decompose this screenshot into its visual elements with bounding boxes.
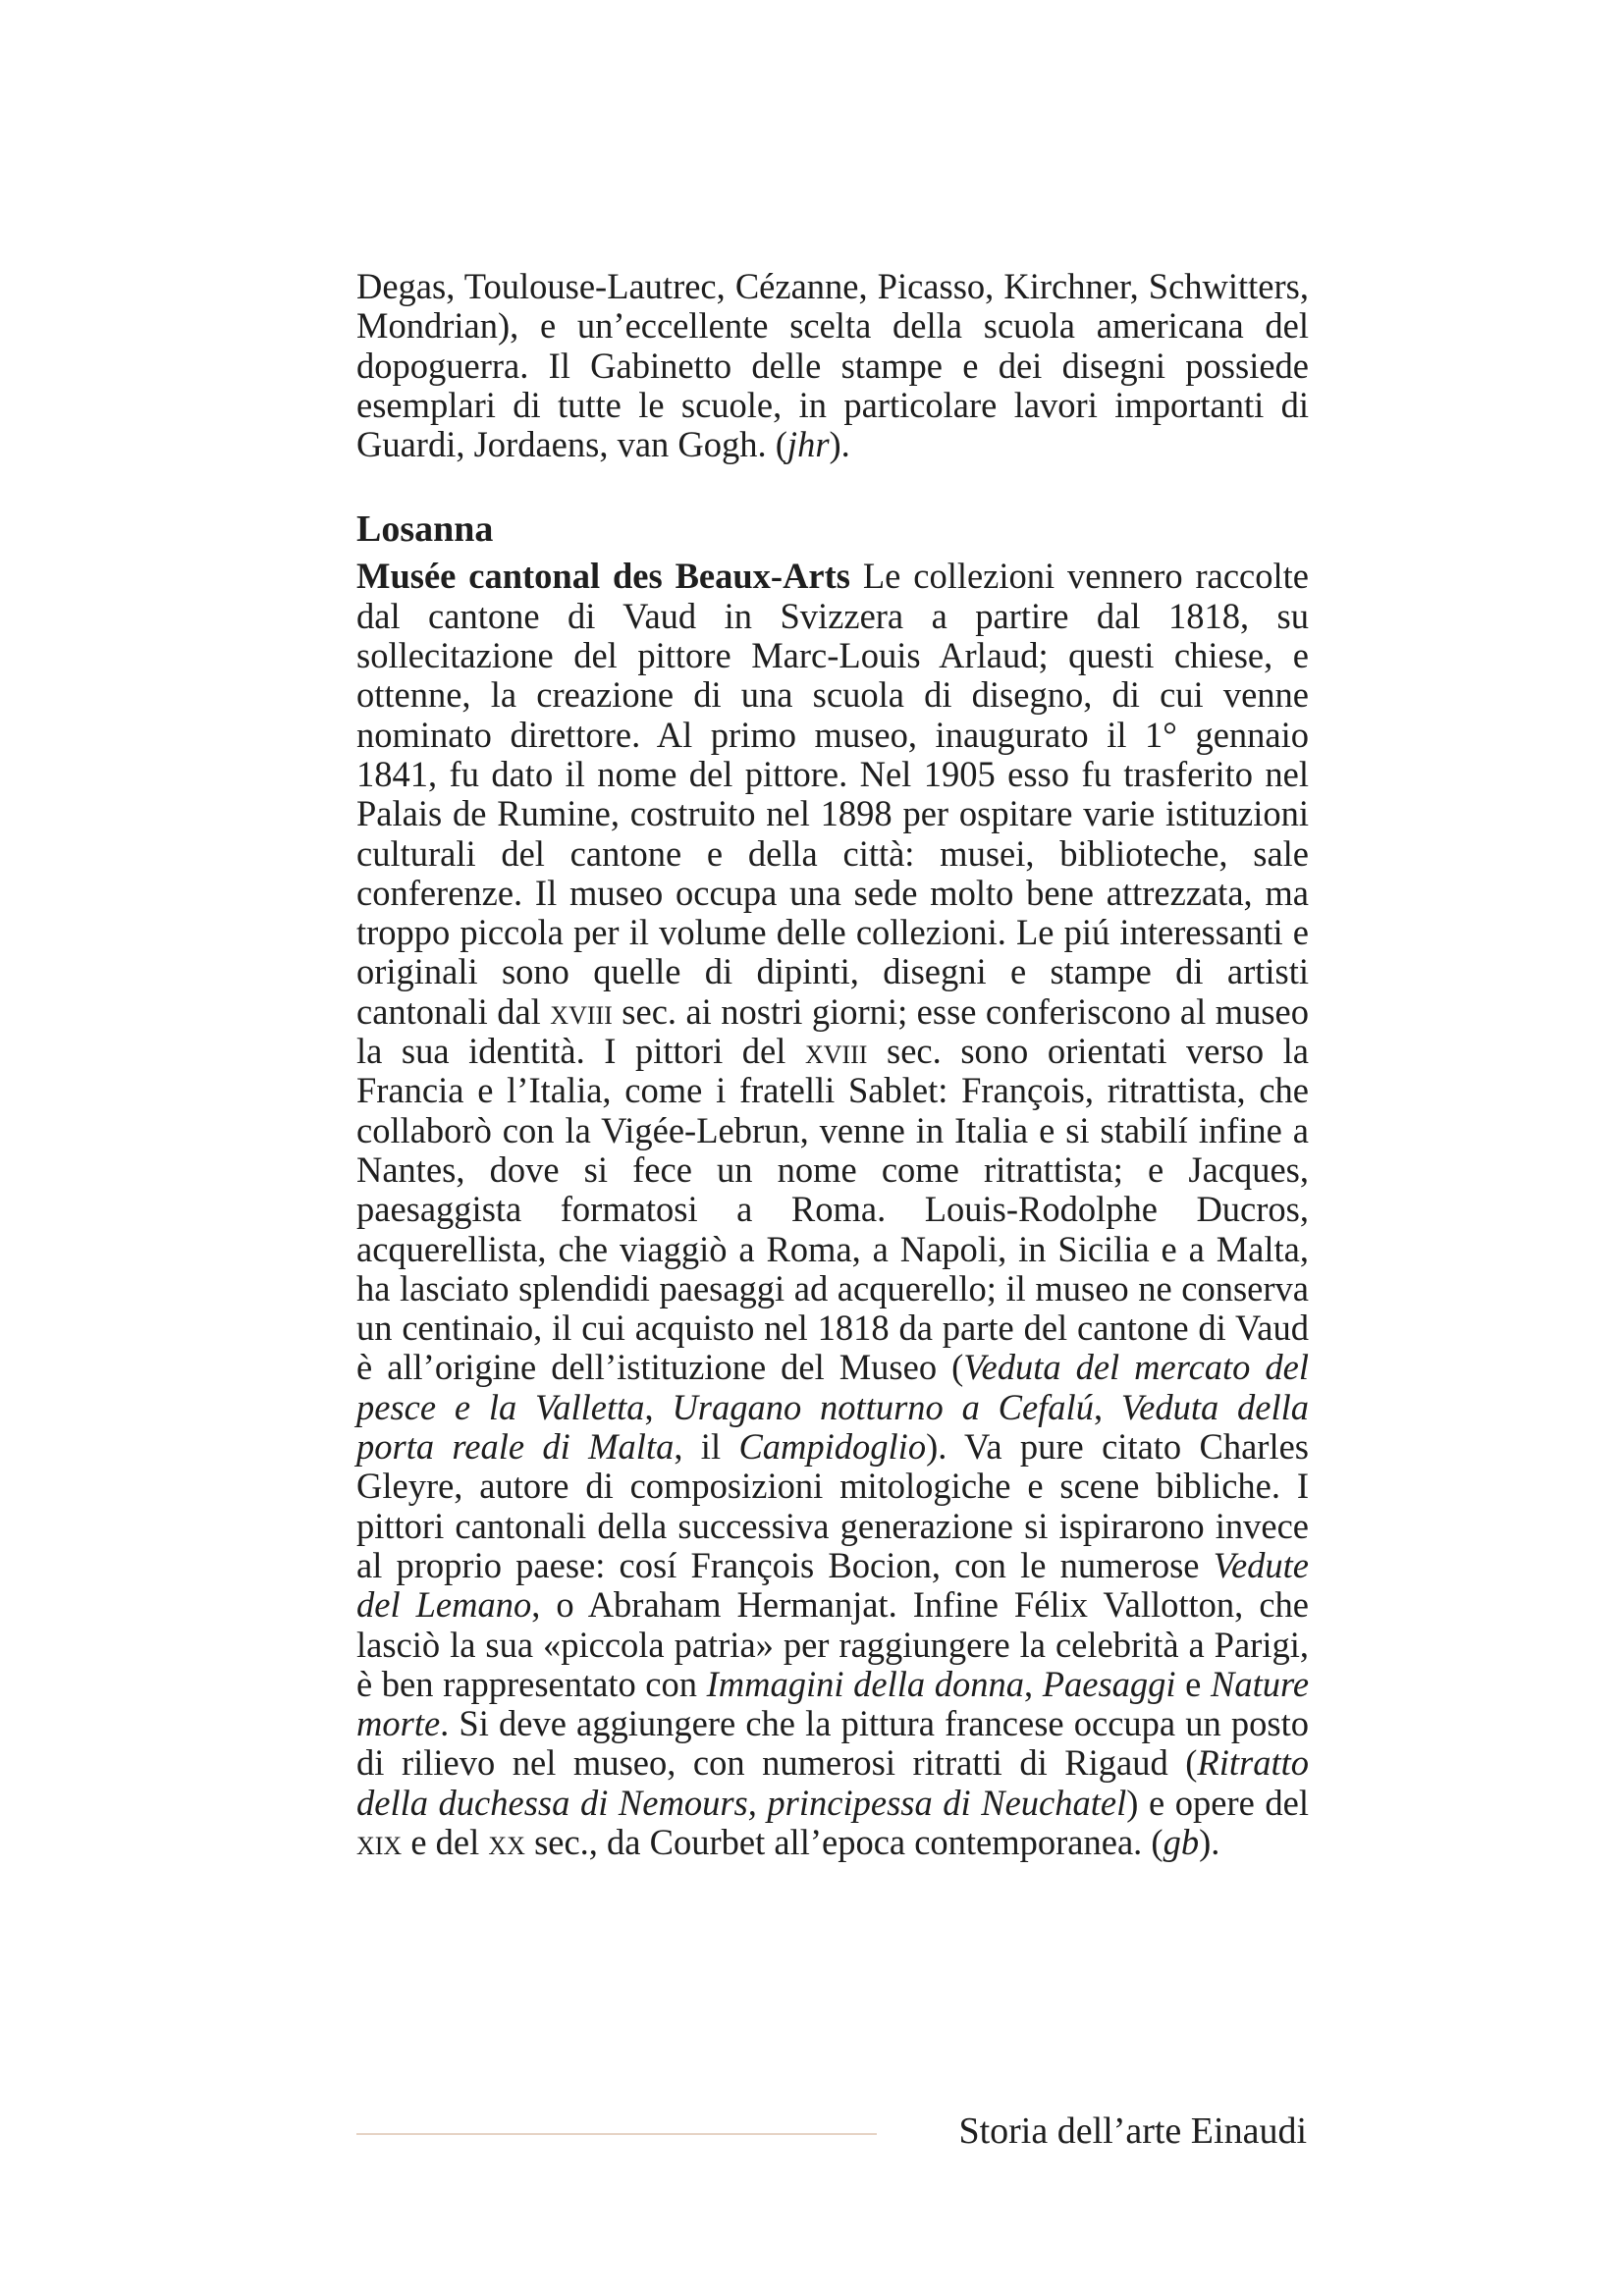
body-text: e del xyxy=(402,1821,489,1862)
footer-brand: Storia dell’arte Einaudi xyxy=(958,2110,1307,2152)
footer-divider xyxy=(356,2133,877,2135)
body-text: ). xyxy=(1199,1821,1220,1862)
century-numeral: xviii xyxy=(804,1031,868,1072)
century-numeral: xix xyxy=(356,1821,403,1862)
body-text: , xyxy=(1093,1386,1121,1427)
artwork-title: Nature morte xyxy=(356,1663,1310,1744)
entry-paragraph xyxy=(356,557,1309,1862)
body-text: sec. ai nostri giorni; esse conferiscono al museo la sua identità. I pittori del xyxy=(356,990,1309,1072)
artwork-title: Uragano notturno a Cefalú xyxy=(672,1386,1094,1427)
body-text: Le collezioni vennero raccolte dal cantone di Vaud in Svizzera a partire dal 1818, su sollecitazione del pittore Marc-Louis Arlaud; questi chiese, e ottenne, la creazione di una scuola di disegno, di cui venne nominato direttore. Al primo museo, inaugurato il 1° gennaio 1841, fu dato il nome del pittore. Nel 1905 esso fu trasferito nel Palais de Rumine, costruito nel 1898 per ospitare varie istituzioni culturali del cantone e della città: musei, biblioteche, sale conferenze. Il museo occupa una sede molto bene attrezzata, ma troppo piccola per il volume delle collezioni. Le piú interessanti e originali sono quelle di dipinti, disegni e stampe di artisti cantonali dal xyxy=(356,556,1309,1032)
body-text: ) e opere del xyxy=(1126,1782,1309,1823)
intro-text: Degas, Toulouse-Lautrec, Cézanne, Picasso, Kirchner, Schwitters, Mondrian), e un’eccellente scelta della scuola americana del dopoguerra. Il Gabinetto delle stampe e dei disegni possiede esemplari di tutte le scuole, in particolare lavori importanti di Guardi, Jordaens, van Gogh. ( xyxy=(356,266,1309,465)
section-heading: Losanna xyxy=(356,508,494,551)
body-text: , xyxy=(644,1386,673,1427)
artwork-title: Immagini della donna xyxy=(706,1663,1024,1704)
body-text: , il xyxy=(674,1426,739,1468)
body-text: . Si deve aggiungere che la pittura francese occupa un posto di rilievo nel museo, con numerosi ritratti di Rigaud ( xyxy=(356,1703,1309,1784)
body-text: sec. sono orientati verso la Francia e l’Italia, come i fratelli Sablet: François, ritrattista, che collaborò con la Vigée-Lebrun, venne in Italia e si stabilí infine a Nantes, dove si fece un nome come ritrattista; e Jacques, paesaggista formatosi a Roma. Louis-Rodolphe Ducros, acquerellista, che viaggiò a Roma, a Napoli, in Sicilia e a Malta, ha lasciato splendidi paesaggi ad acquerello; il museo ne conserva un centinaio, il cui acquisto nel 1818 da parte del cantone di Vaud è all’origine dell’istituzione del Museo ( xyxy=(356,1031,1309,1388)
artwork-title: Paesaggi xyxy=(1042,1663,1176,1704)
body-text: , o Abraham Hermanjat. Infine Félix Vallotton, che lasciò la sua «piccola patria» per raggiungere la celebrità a Parigi, è ben rappresentato con xyxy=(356,1584,1309,1704)
body-text: ). Va pure citato Charles Gleyre, autore di composizioni mitologiche e scene bibliche. I pittori cantonali della successiva generazione si ispirarono invece al proprio paese: cosí François Bocion, con le numerose xyxy=(356,1426,1309,1585)
body-text: e xyxy=(1175,1663,1211,1704)
entry-title: Musée cantonal des Beaux-Arts xyxy=(356,556,850,597)
artwork-title: Veduta della porta reale di Malta xyxy=(356,1386,1309,1468)
artwork-title: Vedute del Lemano xyxy=(356,1544,1309,1626)
intro-paragraph xyxy=(356,267,1309,464)
century-numeral: xx xyxy=(488,1821,525,1862)
page-body xyxy=(356,267,1309,1862)
author-signature: jhr xyxy=(786,424,830,465)
century-numeral: xviii xyxy=(550,990,613,1032)
intro-text-end: ). xyxy=(829,424,850,465)
artwork-title: Ritratto della duchessa di Nemours, principessa di Neuchatel xyxy=(356,1742,1309,1823)
artwork-title: Campidoglio xyxy=(738,1426,927,1468)
artwork-title: Veduta del mercato del pesce e la Valletta xyxy=(356,1347,1310,1427)
author-signature: gb xyxy=(1163,1821,1200,1862)
body-text: sec., da Courbet all’epoca contemporanea. ( xyxy=(524,1821,1163,1862)
body-text: , xyxy=(1023,1663,1043,1704)
